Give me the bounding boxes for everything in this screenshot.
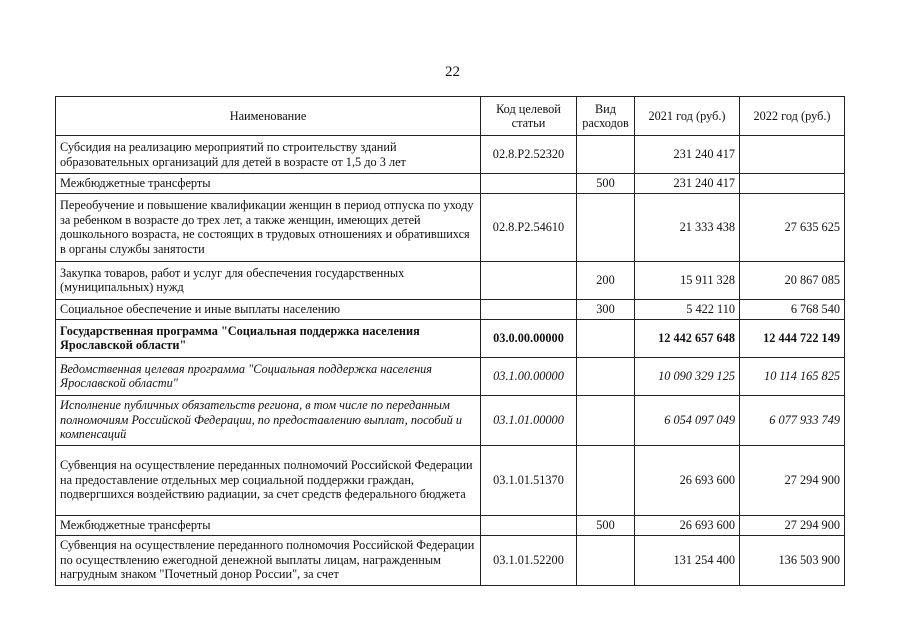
row-name: Субсидия на реализацию мероприятий по строительству зданий образовательных организаций для детей в возрасте от 1,5 до 3 лет bbox=[56, 136, 481, 174]
row-kind: 300 bbox=[577, 299, 635, 319]
table-row bbox=[56, 515, 845, 535]
row-amount-2021: 231 240 417 bbox=[635, 136, 740, 174]
col-header-2022: 2022 год (руб.) bbox=[740, 97, 845, 136]
row-kind bbox=[577, 445, 635, 515]
row-name: Субвенция на осуществление переданных полномочий Российской Федерации на предоставление отдельных мер социальной поддержки граждан, подвергшихся воздействию радиации, за счет средств федерального бюджета bbox=[56, 445, 481, 515]
row-amount-2021: 15 911 328 bbox=[635, 261, 740, 299]
row-code bbox=[481, 261, 577, 299]
row-kind: 500 bbox=[577, 515, 635, 535]
table-row bbox=[56, 535, 845, 585]
row-code: 03.1.01.51370 bbox=[481, 445, 577, 515]
row-kind bbox=[577, 535, 635, 585]
row-amount-2021: 26 693 600 bbox=[635, 515, 740, 535]
row-kind bbox=[577, 193, 635, 261]
table-row bbox=[56, 136, 845, 174]
table-row bbox=[56, 193, 845, 261]
row-amount-2022: 10 114 165 825 bbox=[740, 357, 845, 395]
row-name: Переобучение и повышение квалификации женщин в период отпуска по уходу за ребенком в возрасте до трех лет, а также женщин, имеющих детей дошкольного возраста, не состоящих в трудовых отношениях и обратившихся в органы службы занятости bbox=[56, 193, 481, 261]
page-number: 22 bbox=[445, 64, 460, 80]
table-row bbox=[56, 319, 845, 357]
col-header-code: Код целевой статьи bbox=[481, 97, 577, 136]
row-code bbox=[481, 515, 577, 535]
row-name: Социальное обеспечение и иные выплаты населению bbox=[56, 299, 481, 319]
table-row bbox=[56, 445, 845, 515]
row-code: 02.8.Р2.52320 bbox=[481, 136, 577, 174]
col-header-name: Наименование bbox=[56, 97, 481, 136]
row-amount-2021: 10 090 329 125 bbox=[635, 357, 740, 395]
row-kind: 500 bbox=[577, 174, 635, 194]
row-kind bbox=[577, 357, 635, 395]
row-amount-2021: 12 442 657 648 bbox=[635, 319, 740, 357]
row-amount-2021: 5 422 110 bbox=[635, 299, 740, 319]
table-row bbox=[56, 174, 845, 194]
row-amount-2022: 6 077 933 749 bbox=[740, 395, 845, 445]
row-amount-2022: 27 635 625 bbox=[740, 193, 845, 261]
row-amount-2021: 21 333 438 bbox=[635, 193, 740, 261]
row-kind bbox=[577, 319, 635, 357]
page-bottom-edge bbox=[0, 606, 905, 640]
table-header-row bbox=[56, 97, 845, 136]
row-name: Межбюджетные трансферты bbox=[56, 174, 481, 194]
table-row bbox=[56, 261, 845, 299]
row-amount-2021: 131 254 400 bbox=[635, 535, 740, 585]
row-name: Ведомственная целевая программа "Социальная поддержка населения Ярославской области" bbox=[56, 357, 481, 395]
row-amount-2022 bbox=[740, 174, 845, 194]
row-amount-2022: 20 867 085 bbox=[740, 261, 845, 299]
row-code bbox=[481, 174, 577, 194]
row-amount-2021: 6 054 097 049 bbox=[635, 395, 740, 445]
row-code bbox=[481, 299, 577, 319]
table-row bbox=[56, 299, 845, 319]
row-kind bbox=[577, 136, 635, 174]
table-row bbox=[56, 357, 845, 395]
row-name: Закупка товаров, работ и услуг для обеспечения государственных (муниципальных) нужд bbox=[56, 261, 481, 299]
row-amount-2022: 136 503 900 bbox=[740, 535, 845, 585]
row-amount-2022: 27 294 900 bbox=[740, 445, 845, 515]
col-header-kind: Вид расходов bbox=[577, 97, 635, 136]
row-name: Государственная программа "Социальная поддержка населения Ярославской области" bbox=[56, 319, 481, 357]
row-kind bbox=[577, 395, 635, 445]
row-kind: 200 bbox=[577, 261, 635, 299]
row-amount-2022: 6 768 540 bbox=[740, 299, 845, 319]
row-name: Исполнение публичных обязательств региона, в том числе по переданным полномочиям Российской Федерации, по предоставлению выплат, пособий и компенсаций bbox=[56, 395, 481, 445]
row-amount-2022: 12 444 722 149 bbox=[740, 319, 845, 357]
row-amount-2021: 26 693 600 bbox=[635, 445, 740, 515]
row-code: 02.8.Р2.54610 bbox=[481, 193, 577, 261]
table-row bbox=[56, 395, 845, 445]
col-header-2021: 2021 год (руб.) bbox=[635, 97, 740, 136]
row-amount-2022 bbox=[740, 136, 845, 174]
row-name: Субвенция на осуществление переданного полномочия Российской Федерации по осуществлению ежегодной денежной выплаты лицам, награжденным нагрудным знаком "Почетный донор России", за счет bbox=[56, 535, 481, 585]
row-code: 03.1.01.00000 bbox=[481, 395, 577, 445]
row-amount-2021: 231 240 417 bbox=[635, 174, 740, 194]
budget-table bbox=[55, 96, 845, 586]
row-code: 03.0.00.00000 bbox=[481, 319, 577, 357]
row-name: Межбюджетные трансферты bbox=[56, 515, 481, 535]
row-amount-2022: 27 294 900 bbox=[740, 515, 845, 535]
row-code: 03.1.00.00000 bbox=[481, 357, 577, 395]
row-code: 03.1.01.52200 bbox=[481, 535, 577, 585]
